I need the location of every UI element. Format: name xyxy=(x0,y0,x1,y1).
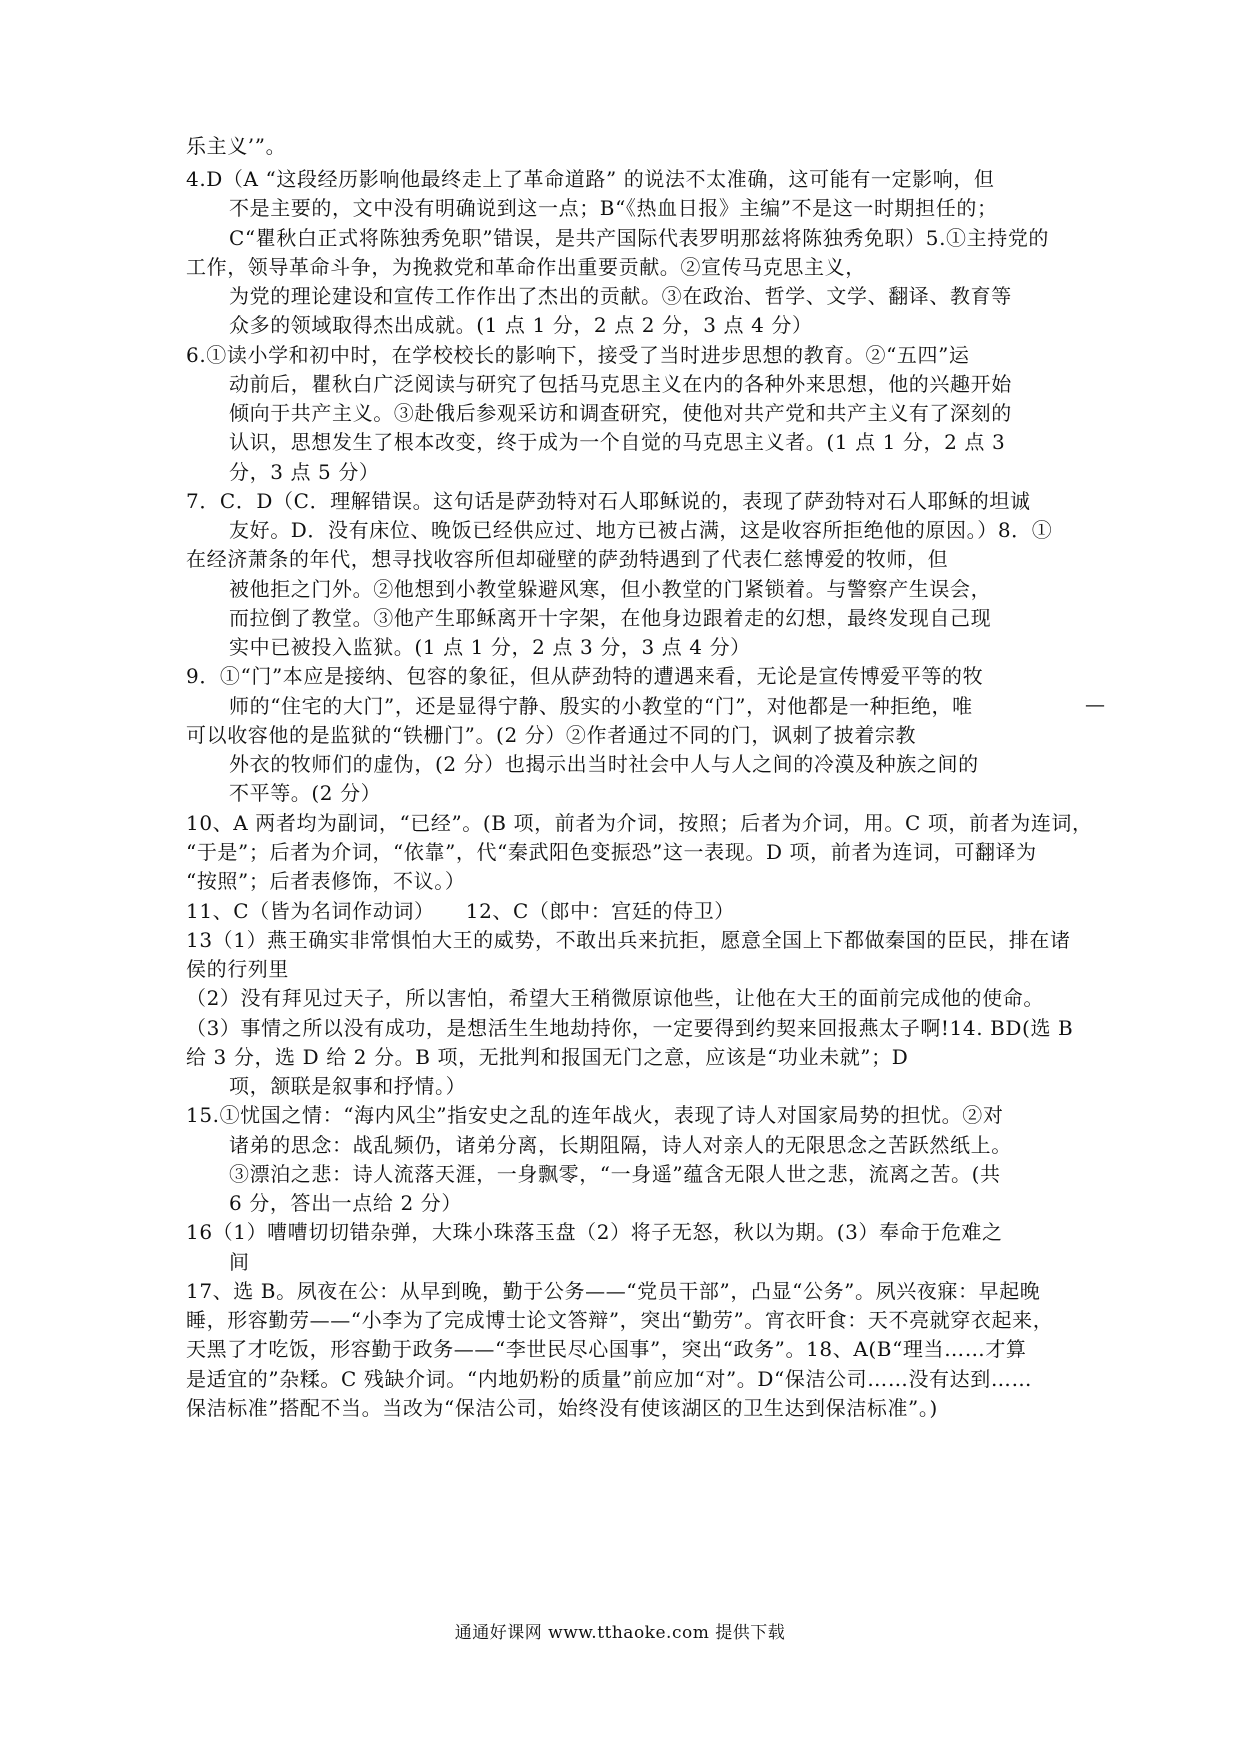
text-line: 9．①“门”本应是接纳、包容的象征，但从萨劲特的遭遇来看，无论是宣传博爱平等的牧 xyxy=(186,664,984,688)
text-line: 13（1）燕王确实非常惧怕大王的威势，不敢出兵来抗拒，愿意全国上下都做秦国的臣民，排在诸 xyxy=(186,928,1071,952)
text-line: 10、A 两者均为副词，“已经”。(B 项，前者为介词，按照；后者为介词，用。C 项，前者为连词， xyxy=(186,811,1093,835)
text-line: （3）事情之所以没有成功，是想活生生地劫持你，一定要得到约契来回报燕太子啊!14. BD(选 B xyxy=(186,1016,1074,1040)
text-line: 在经济萧条的年代，想寻找收容所但却碰壁的萨劲特遇到了代表仁慈博爱的牧师，但 xyxy=(186,547,949,571)
text-line: 15.①忧国之情：“海内风尘”指安史之乱的连年战火，表现了诗人对国家局势的担忧。②对 xyxy=(186,1103,1004,1127)
text-line: 11、C（皆为名词作动词） 12、C（郎中：宫廷的侍卫） xyxy=(186,899,735,923)
text-line: 众多的领域取得杰出成就。(1 点 1 分，2 点 2 分，3 点 4 分） xyxy=(229,313,813,337)
text-line: 17、选 B。夙夜在公：从早到晚，勤于公务——“党员干部”，凸显“公务”。夙兴夜寐：早起晚 xyxy=(186,1279,1041,1303)
text-line: 而拉倒了教堂。③他产生耶稣离开十字架，在他身边跟着走的幻想，最终发现自己现 xyxy=(229,606,992,630)
text-line: ③漂泊之悲：诗人流落天涯，一身飘零，“一身遥”蕴含无限人世之悲，流离之苦。(共 xyxy=(229,1162,1001,1186)
text-line: 实中已被投入监狱。(1 点 1 分，2 点 3 分，3 点 4 分） xyxy=(229,635,751,659)
text-line: 工作，领导革命斗争，为挽救党和革命作出重要贡献。②宣传马克思主义， xyxy=(186,255,866,279)
text-line: 间 xyxy=(229,1250,250,1274)
text-line: 师的“住宅的大门”，还是显得宁静、殷实的小教堂的“门”，对他都是一种拒绝，唯 xyxy=(229,694,973,718)
text-line: 诸弟的思念：战乱频仍，诸弟分离，长期阻隔，诗人对亲人的无限思念之苦跃然纸上。 xyxy=(229,1133,1012,1157)
text-line: 侯的行列里 xyxy=(186,957,289,981)
text-line: 天黑了才吃饭，形容勤于政务——“李世民尽心国事”，突出“政务”。18、A(B“理当……才算 xyxy=(186,1337,1027,1361)
text-line: C“瞿秋白正式将陈独秀免职”错误，是共产国际代表罗明那兹将陈独秀免职）5.①主持党的 xyxy=(229,226,1050,250)
text-line: 可以收容他的是监狱的“铁栅门”。(2 分）②作者通过不同的门，讽刺了披着宗教 xyxy=(186,723,917,747)
text-line: 分，3 点 5 分） xyxy=(229,460,380,484)
dash-mark: — xyxy=(1085,692,1105,716)
text-line: 倾向于共产主义。③赴俄后参观采访和调查研究，使他对共产党和共产主义有了深刻的 xyxy=(229,401,1012,425)
text-line: 外衣的牧师们的虚伪，(2 分）也揭示出当时社会中人与人之间的冷漠及种族之间的 xyxy=(229,752,979,776)
text-line: 被他拒之门外。②他想到小教堂躲避风寒，但小教堂的门紧锁着。与警察产生误会， xyxy=(229,577,992,601)
text-line: 4.D（A “这段经历影响他最终走上了革命道路” 的说法不太准确，这可能有一定影响，但 xyxy=(186,167,995,191)
text-line: 6.①读小学和初中时，在学校校长的影响下，接受了当时进步思想的教育。②“五四”运 xyxy=(186,343,970,367)
text-line: 6 分，答出一点给 2 分） xyxy=(229,1191,462,1215)
text-line: 不平等。(2 分） xyxy=(229,781,382,805)
text-line: （2）没有拜见过天子，所以害怕，希望大王稍微原谅他些，让他在大王的面前完成他的使命。 xyxy=(186,986,1044,1010)
text-line: “按照”；后者表修饰，不议。） xyxy=(186,869,466,893)
text-line: 睡，形容勤劳——“小李为了完成博士论文答辩”，突出“勤劳”。宵衣旰食：天不亮就穿衣起来， xyxy=(186,1308,1054,1332)
page-footer: 通通好课网 www.tthaoke.com 提供下载 xyxy=(454,1623,786,1643)
text-line: 16（1）嘈嘈切切错杂弹，大珠小珠落玉盘（2）将子无怒，秋以为期。(3）奉命于危难之 xyxy=(186,1220,1003,1244)
text-line: 认识，思想发生了根本改变，终于成为一个自觉的马克思主义者。(1 点 1 分，2 点 3 xyxy=(229,430,1006,454)
text-line: “于是”；后者为介词，“依靠”，代“秦武阳色变振恐”这一表现。D 项，前者为连词，可翻译为 xyxy=(186,840,1037,864)
text-line: 不是主要的，文中没有明确说到这一点；B“《热血日报》主编”不是这一时期担任的； xyxy=(229,196,998,220)
text-line: 乐主义’”。 xyxy=(186,134,287,158)
text-line: 友好。D．没有床位、晚饭已经供应过、地方已被占满，这是收容所拒绝他的原因。）8．① xyxy=(229,518,1053,542)
text-line: 保洁标准”搭配不当。当改为“保洁公司，始终没有使该湖区的卫生达到保洁标准”。) xyxy=(186,1396,938,1420)
text-line: 为党的理论建设和宣传工作作出了杰出的贡献。③在政治、哲学、文学、翻译、教育等 xyxy=(229,284,1012,308)
text-line: 是适宜的”杂糅。C 残缺介词。“内地奶粉的质量”前应加“对”。D“保洁公司……没有达到…… xyxy=(186,1367,1033,1391)
text-line: 给 3 分，选 D 给 2 分。B 项，无批判和报国无门之意，应该是“功业未就”；D xyxy=(186,1045,909,1069)
text-line: 动前后，瞿秋白广泛阅读与研究了包括马克思主义在内的各种外来思想，他的兴趣开始 xyxy=(229,372,1012,396)
text-line: 项，颔联是叙事和抒情。） xyxy=(229,1074,467,1098)
text-line: 7．C．D（C．理解错误。这句话是萨劲特对石人耶稣说的，表现了萨劲特对石人耶稣的坦诚 xyxy=(186,489,1031,513)
